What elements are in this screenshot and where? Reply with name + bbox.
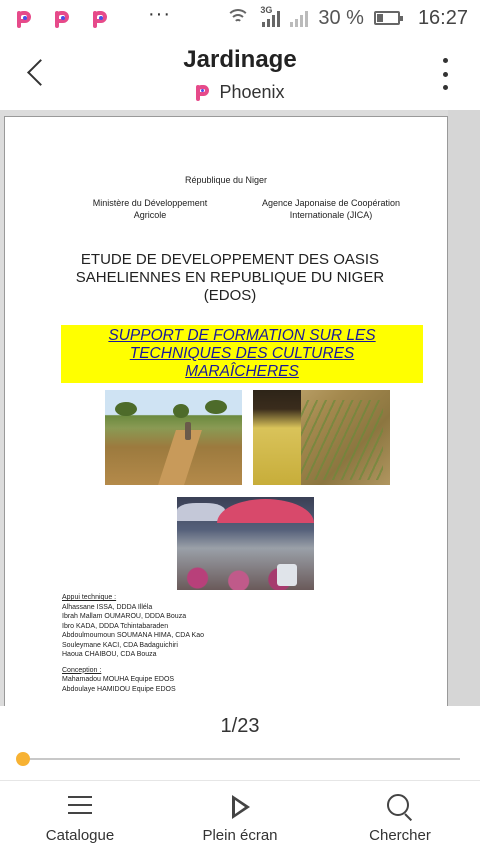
credit-line: Abdoulaye HAMIDOU Equipe EDOS [62, 685, 176, 693]
clock: 16:27 [417, 6, 468, 29]
agency-block: Agence Japonaise de Coopération Internationale (JICA) [261, 198, 401, 220]
app-notification-icon [90, 8, 110, 28]
app-notification-icon [14, 8, 34, 28]
status-bar [0, 0, 480, 36]
fullscreen-label: Plein écran [202, 827, 278, 844]
app-source [0, 82, 480, 103]
battery-icon [374, 11, 400, 25]
page-indicator: 1/23 [220, 715, 260, 737]
pdf-page[interactable] [4, 116, 448, 706]
credits-block [62, 593, 204, 694]
conception-heading: Conception : [62, 666, 102, 674]
wifi-icon [226, 9, 250, 27]
onion-field-photo [253, 390, 390, 485]
support-title-line: MARAÎCHERES [185, 363, 299, 380]
app-source-label: Phoenix [219, 82, 285, 102]
appui-heading: Appui technique : [62, 594, 117, 601]
catalogue-label: Catalogue [45, 827, 115, 844]
support-title-box [61, 325, 423, 383]
search-icon [386, 793, 414, 821]
document-viewer[interactable] [0, 110, 480, 706]
fullscreen-button[interactable] [160, 781, 320, 854]
support-title-line: TECHNIQUES DES CULTURES [129, 345, 355, 362]
play-icon [226, 793, 254, 821]
credit-line: Abdoulmoumoun SOUMANA HIMA, CDA Kao [62, 632, 205, 639]
republic-line: République du Niger [184, 175, 268, 185]
support-title-line: SUPPORT DE FORMATION SUR LES [108, 327, 376, 344]
credit-line: Ibrah Mallam OUMAROU, DDDA Bouza [62, 613, 187, 620]
search-label: Chercher [369, 827, 431, 844]
search-button[interactable] [320, 781, 480, 854]
catalogue-button[interactable] [0, 781, 160, 854]
ministry-block: Ministère du Développement Agricole [92, 198, 208, 220]
field-irrigation-photo [105, 390, 242, 485]
credit-line: Alhassane ISSA, DDDA Illéla [62, 603, 153, 611]
credit-line: Ibro KADA, DDDA Tchintabaraden [62, 622, 169, 630]
document-main-title: ETUDE DE DEVELOPPEMENT DES OASIS SAHELIENNES EN REPUBLIQUE DU NIGER (EDOS) [75, 251, 385, 304]
battery-percent: 30 % [318, 6, 364, 29]
book-title: Jardinage [183, 46, 297, 73]
list-icon [66, 793, 94, 821]
market-stall-photo [177, 497, 314, 590]
slider-knob[interactable] [16, 752, 30, 766]
more-notifications-indicator: ··· [148, 2, 171, 25]
bottom-navigation [0, 780, 480, 854]
credit-line: Haoua CHAIBOU, CDA Bouza [62, 651, 157, 658]
network-type: 3G [260, 5, 273, 15]
app-notification-icon [52, 8, 72, 28]
phoenix-logo-icon [195, 84, 211, 102]
slider-track[interactable] [22, 758, 460, 760]
app-header [0, 36, 480, 110]
page-slider[interactable] [20, 752, 460, 766]
signal-icon-2 [290, 9, 308, 27]
more-options-icon[interactable] [440, 58, 450, 90]
credit-line: Souleymane KACI, CDA Badaguichiri [62, 641, 178, 649]
credit-line: Mahamadou MOUHA Equipe EDOS [62, 676, 175, 683]
signal-icon [260, 5, 280, 27]
